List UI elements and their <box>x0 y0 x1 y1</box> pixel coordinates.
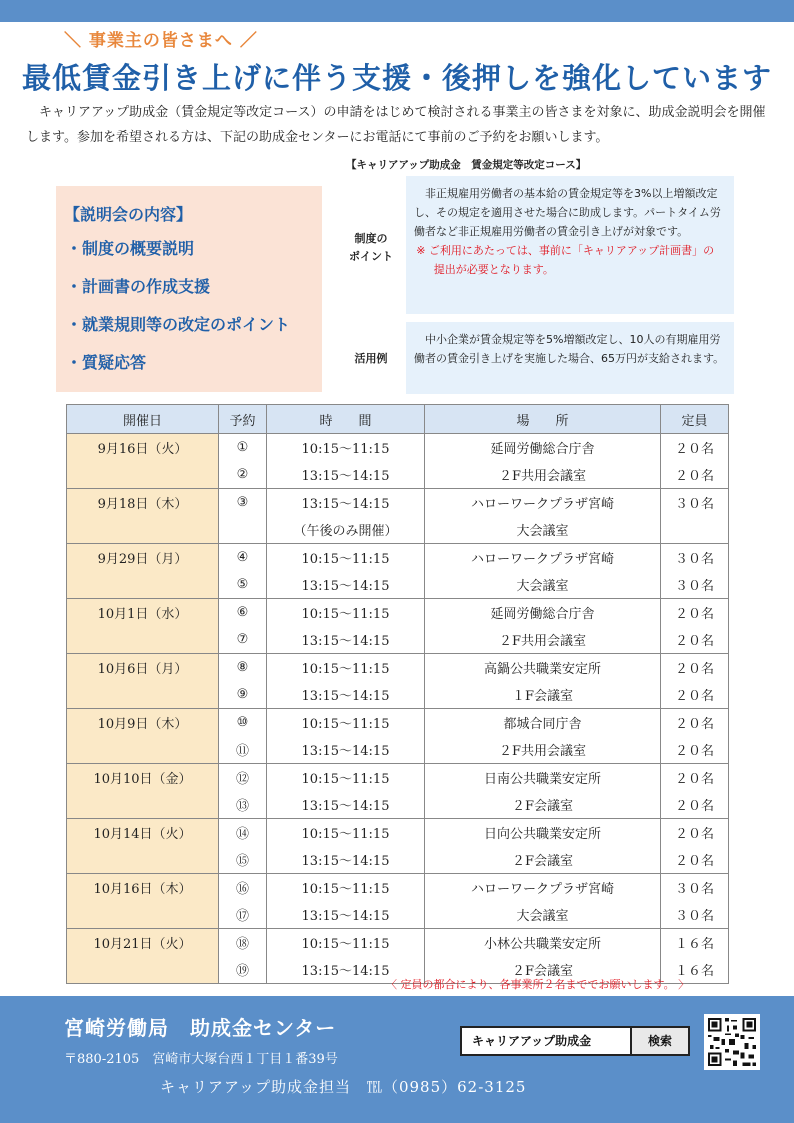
session-time: 10:15～11:15 <box>267 599 425 627</box>
session-time: 13:15～14:15 <box>267 846 425 874</box>
session-time: 10:15～11:15 <box>267 654 425 682</box>
session-date: 9月16日（火） <box>67 434 219 489</box>
session-place: 小林公共職業安定所 <box>425 929 661 957</box>
session-place: １F会議室 <box>425 681 661 709</box>
session-time: 13:15～14:15 <box>267 956 425 984</box>
example-box <box>406 322 734 394</box>
session-capacity: ３０名 <box>661 874 729 902</box>
table-row <box>67 544 729 572</box>
session-time: 13:15～14:15 <box>267 571 425 599</box>
session-place: 大会議室 <box>425 901 661 929</box>
session-capacity: ２０名 <box>661 819 729 847</box>
session-time: 13:15～14:15 <box>267 626 425 654</box>
session-place: 日南公共職業安定所 <box>425 764 661 792</box>
table-row <box>67 874 729 902</box>
session-time: 13:15～14:15 <box>267 681 425 709</box>
reservation-number: ⑫ <box>219 764 267 792</box>
reservation-number: ⑲ <box>219 956 267 984</box>
header-place: 場 所 <box>425 405 661 434</box>
schedule-table <box>66 404 729 984</box>
session-capacity: ２０名 <box>661 461 729 489</box>
reservation-number: ⑥ <box>219 599 267 627</box>
session-capacity: ３０名 <box>661 489 729 517</box>
session-place: 大会議室 <box>425 516 661 544</box>
audience-kicker: ＼ 事業主の皆さまへ ／ <box>64 31 258 51</box>
points-text: 非正規雇用労働者の基本給の賃金規定等を3%以上増額改定し、その規定を適用させた場合に助成します。パートタイム労働者など非正規雇用労働者の賃金引き上げが対象です。 <box>414 187 721 238</box>
header-reservation: 予約 <box>219 405 267 434</box>
session-time: 13:15～14:15 <box>267 791 425 819</box>
points-label-line: ポイント <box>349 250 393 263</box>
address: 〒880-2105 宮崎市大塚台西１丁目１番39号 <box>64 1052 338 1067</box>
reservation-number: ⑮ <box>219 846 267 874</box>
table-row <box>67 654 729 682</box>
table-header-row <box>67 405 729 434</box>
reservation-number: ① <box>219 434 267 462</box>
session-capacity: ２０名 <box>661 599 729 627</box>
session-place: ハローワークプラザ宮崎 <box>425 544 661 572</box>
session-time: 10:15～11:15 <box>267 709 425 737</box>
session-time: 10:15～11:15 <box>267 544 425 572</box>
session-capacity: ２０名 <box>661 626 729 654</box>
table-row <box>67 764 729 792</box>
reservation-number: ⑰ <box>219 901 267 929</box>
search-button[interactable]: 検索 <box>630 1028 688 1054</box>
session-capacity: ３０名 <box>661 901 729 929</box>
course-label: 【キャリアアップ助成金 賃金規定等改定コース】 <box>346 159 587 171</box>
reservation-number: ⑪ <box>219 736 267 764</box>
session-time: 13:15～14:15 <box>267 736 425 764</box>
session-capacity: ２０名 <box>661 846 729 874</box>
reservation-number: ⑱ <box>219 929 267 957</box>
session-time: 10:15～11:15 <box>267 929 425 957</box>
session-capacity: ２０名 <box>661 681 729 709</box>
seminar-content-item: ・質疑応答 <box>66 353 147 372</box>
session-date: 10月10日（金） <box>67 764 219 819</box>
session-date: 9月18日（木） <box>67 489 219 544</box>
session-date: 9月29日（月） <box>67 544 219 599</box>
seminar-content-item: ・制度の概要説明 <box>66 239 195 258</box>
session-capacity <box>661 516 729 544</box>
seminar-content-item: ・就業規則等の改定のポイント <box>66 315 291 334</box>
top-banner <box>0 0 794 22</box>
session-capacity: ２０名 <box>661 736 729 764</box>
reservation-number: ⑨ <box>219 681 267 709</box>
session-date: 10月14日（火） <box>67 819 219 874</box>
points-note: 提出が必要となります。 <box>433 263 554 276</box>
seminar-content-heading: 【説明会の内容】 <box>64 205 193 224</box>
session-date: 10月6日（月） <box>67 654 219 709</box>
org-name: 宮崎労働局 助成金センター <box>64 1016 337 1040</box>
session-time: 10:15～11:15 <box>267 434 425 462</box>
session-place: ２F会議室 <box>425 791 661 819</box>
session-capacity: ２０名 <box>661 791 729 819</box>
qr-code-icon[interactable] <box>704 1014 760 1070</box>
session-capacity: １６名 <box>661 956 729 984</box>
session-place: 延岡労働総合庁舎 <box>425 599 661 627</box>
points-box <box>406 176 734 314</box>
session-time: （午後のみ開催） <box>267 516 425 544</box>
header-capacity: 定員 <box>661 405 729 434</box>
session-place: ２F会議室 <box>425 956 661 984</box>
session-capacity: ３０名 <box>661 571 729 599</box>
reservation-number: ③ <box>219 489 267 517</box>
session-time: 10:15～11:15 <box>267 874 425 902</box>
session-time: 10:15～11:15 <box>267 819 425 847</box>
reservation-number: ④ <box>219 544 267 572</box>
session-place: 日向公共職業安定所 <box>425 819 661 847</box>
reservation-number: ⑤ <box>219 571 267 599</box>
session-place: 高鍋公共職業安定所 <box>425 654 661 682</box>
footer <box>0 996 794 1123</box>
session-date: 10月1日（水） <box>67 599 219 654</box>
session-place: ２F共用会議室 <box>425 736 661 764</box>
reservation-number: ② <box>219 461 267 489</box>
contact-phone: キャリアアップ助成金担当 ℡（0985）62-3125 <box>160 1078 527 1096</box>
header-time: 時 間 <box>267 405 425 434</box>
session-time: 10:15～11:15 <box>267 764 425 792</box>
table-row <box>67 819 729 847</box>
reservation-number: ⑬ <box>219 791 267 819</box>
session-time: 13:15～14:15 <box>267 489 425 517</box>
table-row <box>67 709 729 737</box>
session-place: 延岡労働総合庁舎 <box>425 434 661 462</box>
reservation-number: ⑩ <box>219 709 267 737</box>
session-place: 都城合同庁舎 <box>425 709 661 737</box>
points-note: ※ ご利用にあたっては、事前に「キャリアアップ計画書」の <box>416 244 715 257</box>
session-capacity: ２０名 <box>661 764 729 792</box>
search-term[interactable]: キャリアアップ助成金 <box>472 1034 592 1048</box>
session-capacity: １６名 <box>661 929 729 957</box>
table-row <box>67 434 729 462</box>
session-place: ２F会議室 <box>425 846 661 874</box>
page-title: 最低賃金引き上げに伴う支援・後押しを強化しています <box>21 61 772 95</box>
seminar-content-item: ・計画書の作成支援 <box>66 277 211 296</box>
session-capacity: ２０名 <box>661 709 729 737</box>
session-place: ハローワークプラザ宮崎 <box>425 874 661 902</box>
capacity-footnote: 〈 定員の都合により、各事業所２名まででお願いします。 〉 <box>386 978 690 991</box>
seminar-content-box <box>56 186 322 392</box>
session-time: 13:15～14:15 <box>267 461 425 489</box>
session-time: 13:15～14:15 <box>267 901 425 929</box>
reservation-number: ⑧ <box>219 654 267 682</box>
table-row <box>67 599 729 627</box>
table-row <box>67 929 729 957</box>
session-capacity: ２０名 <box>661 434 729 462</box>
session-date: 10月21日（火） <box>67 929 219 984</box>
session-date: 10月16日（木） <box>67 874 219 929</box>
session-place: ２F共用会議室 <box>425 461 661 489</box>
session-capacity: ２０名 <box>661 654 729 682</box>
reservation-number: ⑯ <box>219 874 267 902</box>
reservation-number: ⑭ <box>219 819 267 847</box>
points-label-line: 制度の <box>354 232 388 245</box>
session-date: 10月9日（木） <box>67 709 219 764</box>
points-label <box>340 230 402 266</box>
session-place: ２F共用会議室 <box>425 626 661 654</box>
search-box[interactable] <box>460 1026 690 1056</box>
intro-paragraph: キャリアアップ助成金（賃金規定等改定コース）の申請をはじめて検討される事業主の皆さまを対象に、助成金説明会を開催します。参加を希望される方は、下記の助成金センターにお電話にて事前のご予約をお願いします。 <box>26 105 766 145</box>
table-row <box>67 489 729 517</box>
example-label: 活用例 <box>354 352 388 365</box>
reservation-number: ⑦ <box>219 626 267 654</box>
session-place: 大会議室 <box>425 571 661 599</box>
session-capacity: ３０名 <box>661 544 729 572</box>
reservation-number <box>219 516 267 544</box>
session-place: ハローワークプラザ宮崎 <box>425 489 661 517</box>
header-date: 開催日 <box>67 405 219 434</box>
example-text: 中小企業が賃金規定等を5%増額改定し、10人の有期雇用労働者の賃金引き上げを実施した場合、65万円が支給されます。 <box>414 333 725 365</box>
